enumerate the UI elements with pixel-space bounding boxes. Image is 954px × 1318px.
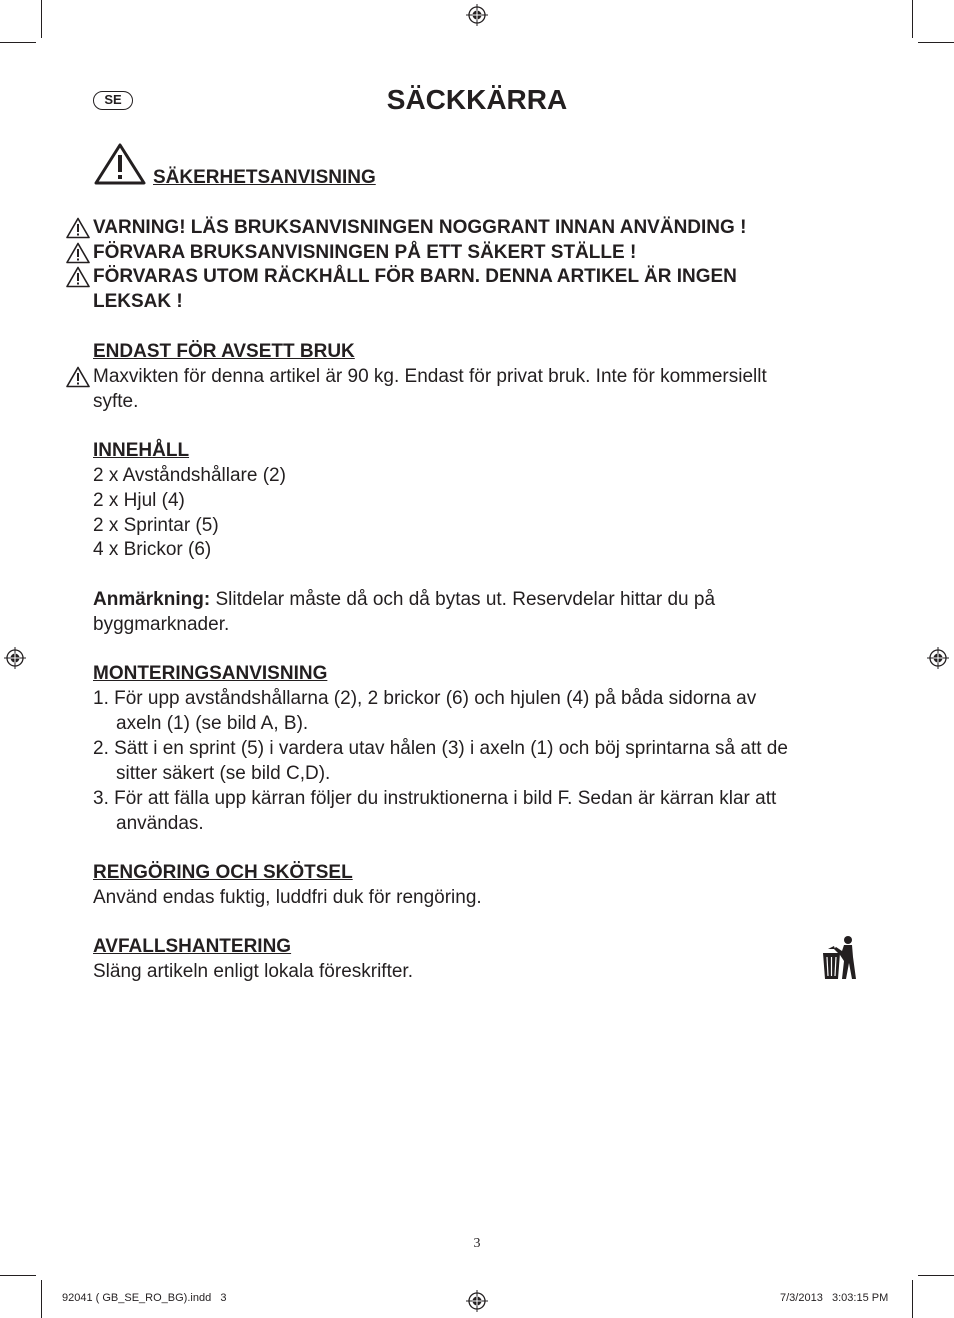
contents-item: 2 x Avståndshållare (2): [93, 465, 286, 486]
contents-heading: INNEHÅLL: [93, 440, 190, 461]
contents-item: 2 x Hjul (4): [93, 490, 185, 511]
note-label: Anmärkning:: [93, 589, 211, 610]
warning-triangle-icon: [66, 266, 90, 288]
assembly-step: axeln (1) (se bild A, B).: [116, 713, 309, 734]
assembly-step: sitter säkert (se bild C,D).: [116, 763, 331, 784]
contents-item: 2 x Sprintar (5): [93, 515, 219, 536]
page-number: 3: [473, 1236, 481, 1251]
assembly-step: 3. För att fälla upp kärran följer du instruktionerna i bild F. Sedan är kärran klar att: [93, 788, 777, 809]
crop-mark: [41, 1280, 42, 1318]
registration-mark-icon: [466, 1290, 488, 1312]
tidyman-disposal-icon: [822, 935, 858, 981]
crop-mark: [918, 42, 954, 43]
warning-text: VARNING! LÄS BRUKSANVISNINGEN NOGGRANT INNAN ANVÄNDING !: [93, 217, 747, 238]
crop-mark: [912, 1280, 913, 1318]
warning-triangle-icon: [66, 366, 90, 388]
cleaning-heading: RENGÖRING OCH SKÖTSEL: [93, 862, 353, 883]
contents-item: 4 x Brickor (6): [93, 539, 212, 560]
intended-use-text: Maxvikten för denna artikel är 90 kg. Endast för privat bruk. Inte för kommersiellt: [93, 366, 767, 387]
crop-mark: [918, 1275, 954, 1276]
footer-date: 7/3/2013 3:03:15 PM: [780, 1292, 889, 1304]
crop-mark: [0, 1275, 36, 1276]
crop-mark: [41, 0, 42, 38]
assembly-step: 1. För upp avståndshållarna (2), 2 brickor (6) och hjulen (4) på båda sidorna av: [93, 688, 757, 709]
note-text: Slitdelar måste då och då bytas ut. Reservdelar hittar du på: [210, 589, 716, 610]
disposal-text: Släng artikeln enligt lokala föreskrifter.: [93, 961, 413, 982]
assembly-step: användas.: [116, 813, 204, 834]
intended-use-text: syfte.: [93, 391, 139, 412]
registration-mark-icon: [4, 647, 26, 669]
intended-use-heading: ENDAST FÖR AVSETT BRUK: [93, 341, 355, 362]
note-paragraph: [93, 588, 715, 612]
registration-mark-icon: [466, 4, 488, 26]
page-title: SÄCKKÄRRA: [386, 84, 568, 115]
warning-triangle-icon: [93, 142, 147, 186]
warning-text: LEKSAK !: [93, 291, 183, 312]
assembly-heading: MONTERINGSANVISNING: [93, 663, 328, 684]
crop-mark: [912, 0, 913, 38]
footer-file: 92041 ( GB_SE_RO_BG).indd 3: [62, 1292, 227, 1304]
warning-triangle-icon: [66, 217, 90, 239]
language-badge: SE: [93, 91, 133, 110]
assembly-step: 2. Sätt i en sprint (5) i vardera utav hålen (3) i axeln (1) och böj sprintarna så att de: [93, 738, 788, 759]
safety-heading: SÄKERHETSANVISNING: [153, 167, 376, 188]
warning-text: FÖRVARA BRUKSANVISNINGEN PÅ ETT SÄKERT STÄLLE !: [93, 242, 637, 263]
crop-mark: [0, 42, 36, 43]
note-text-line2: byggmarknader.: [93, 614, 230, 635]
disposal-heading: AVFALLSHANTERING: [93, 936, 292, 957]
warning-text: FÖRVARAS UTOM RÄCKHÅLL FÖR BARN. DENNA ARTIKEL ÄR INGEN: [93, 266, 737, 287]
cleaning-text: Använd endas fuktig, luddfri duk för rengöring.: [93, 887, 482, 908]
warning-triangle-icon: [66, 242, 90, 264]
registration-mark-icon: [927, 647, 949, 669]
